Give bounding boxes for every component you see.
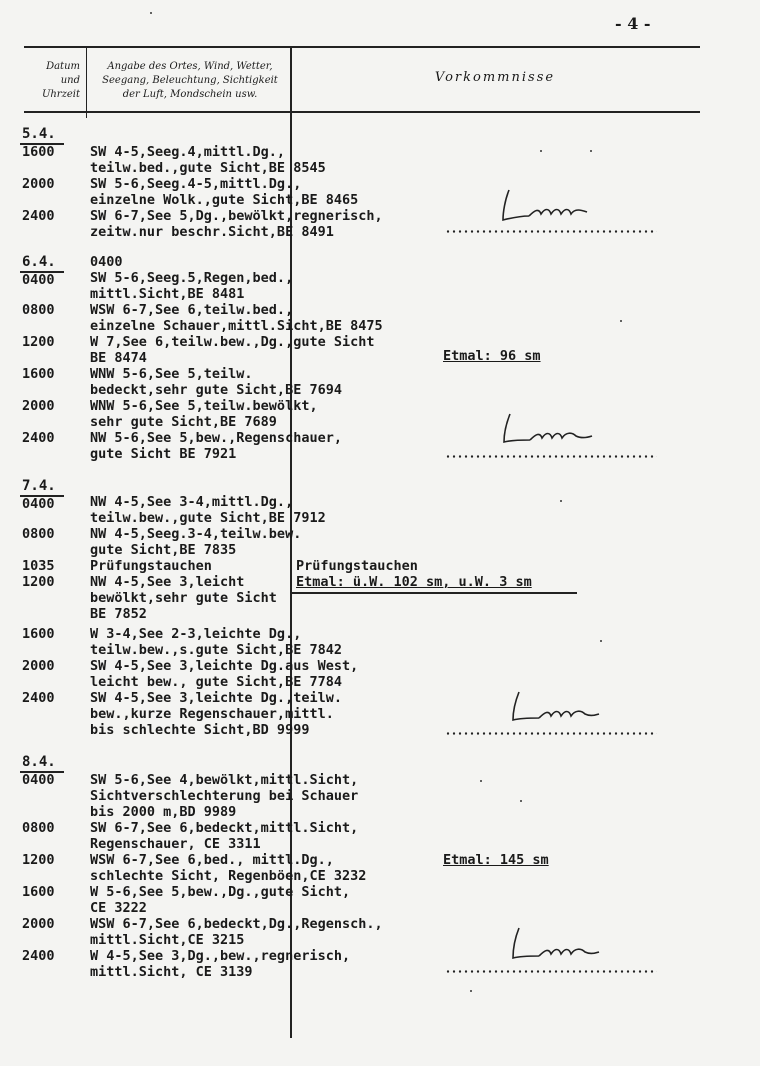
log-line: bewölkt,sehr gute Sicht bbox=[90, 590, 277, 606]
time-label: 1600 bbox=[22, 144, 55, 160]
signature-icon bbox=[498, 410, 598, 452]
log-line: schlechte Sicht, Regenböen,CE 3232 bbox=[90, 868, 367, 884]
time-label: 1200 bbox=[22, 574, 55, 590]
time-label: 2000 bbox=[22, 658, 55, 674]
time-label: 1600 bbox=[22, 366, 55, 382]
time-label: 2400 bbox=[22, 690, 55, 706]
scan-speck bbox=[540, 150, 542, 152]
log-line: SW 4-5,See 3,leichte Dg.,teilw. bbox=[90, 690, 342, 706]
log-line: sehr gute Sicht,BE 7689 bbox=[90, 414, 277, 430]
log-line: SW 6-7,See 5,Dg.,bewölkt,regnerisch, bbox=[90, 208, 383, 224]
time-label: 0800 bbox=[22, 820, 55, 836]
log-line: einzelne Wolk.,gute Sicht,BE 8465 bbox=[90, 192, 359, 208]
time-label: 1600 bbox=[22, 884, 55, 900]
header-bottom-rule bbox=[24, 111, 700, 113]
signature-dotted-line bbox=[445, 455, 657, 458]
etmal-note: Etmal: 96 sm bbox=[443, 348, 541, 364]
time-label: 2000 bbox=[22, 398, 55, 414]
log-line: gute Sicht,BE 7835 bbox=[90, 542, 237, 558]
log-line: W 4-5,See 3,Dg.,bew.,regnerisch, bbox=[90, 948, 351, 964]
time-label: 1200 bbox=[22, 334, 55, 350]
log-line: WNW 5-6,See 5,teilw. bbox=[90, 366, 253, 382]
header-top-rule bbox=[24, 46, 700, 48]
time-label: 1035 bbox=[22, 558, 55, 574]
time-label: 2000 bbox=[22, 916, 55, 932]
log-line: WSW 6-7,See 6,bed., mittl.Dg., bbox=[90, 852, 334, 868]
log-line: W 7,See 6,teilw.bew.,Dg.,gute Sicht bbox=[90, 334, 375, 350]
time-label: 2400 bbox=[22, 430, 55, 446]
log-line: bew.,kurze Regenschauer,mittl. bbox=[90, 706, 334, 722]
log-line: NW 4-5,See 3,leicht bbox=[90, 574, 245, 590]
time-label: 0800 bbox=[22, 302, 55, 318]
date-label: 8.4. bbox=[22, 754, 56, 770]
log-line: mittl.Sicht, CE 3139 bbox=[90, 964, 253, 980]
time-label: 1600 bbox=[22, 626, 55, 642]
log-line: NW 4-5,Seeg.3-4,teilw.bew. bbox=[90, 526, 302, 542]
log-line: Sichtverschlechterung bei Schauer bbox=[90, 788, 359, 804]
signature-icon bbox=[495, 186, 595, 228]
date-label: 5.4. bbox=[22, 126, 56, 142]
scan-speck bbox=[600, 640, 602, 642]
log-line: WNW 5-6,See 5,teilw.bewölkt, bbox=[90, 398, 318, 414]
log-line: zeitw.nur beschr.Sicht,BE 8491 bbox=[90, 224, 334, 240]
signature-dotted-line bbox=[445, 732, 657, 735]
header-location-weather: Angabe des Ortes, Wind, Wetter, Seegang, Beleuchtung, Sichtigkeit der Luft, Mondschein usw. bbox=[102, 61, 278, 100]
log-line: 0400 bbox=[90, 254, 123, 270]
log-line: SW 5-6,Seeg.4-5,mittl.Dg., bbox=[90, 176, 302, 192]
log-line: Prüfungstauchen bbox=[90, 558, 212, 574]
log-line: NW 5-6,See 5,bew.,Regenschauer, bbox=[90, 430, 342, 446]
signature-dotted-line bbox=[445, 230, 657, 233]
log-line: WSW 6-7,See 6,bedeckt,Dg.,Regensch., bbox=[90, 916, 383, 932]
log-line: Regenschauer, CE 3311 bbox=[90, 836, 261, 852]
time-label: 1200 bbox=[22, 852, 55, 868]
event-note: Prüfungstauchen bbox=[296, 558, 418, 574]
log-line: bis 2000 m,BD 9989 bbox=[90, 804, 237, 820]
log-line: SW 5-6,Seeg.5,Regen,bed., bbox=[90, 270, 294, 286]
signature-icon bbox=[505, 926, 605, 968]
log-line: gute Sicht BE 7921 bbox=[90, 446, 237, 462]
log-line: leicht bew., gute Sicht,BE 7784 bbox=[90, 674, 342, 690]
log-line: mittl.Sicht,BE 8481 bbox=[90, 286, 245, 302]
time-label: 0800 bbox=[22, 526, 55, 542]
scan-speck bbox=[480, 780, 482, 782]
log-line: bis schlechte Sicht,BD 9999 bbox=[90, 722, 310, 738]
scan-speck bbox=[520, 800, 522, 802]
header-events: Vorkommnisse bbox=[434, 70, 556, 85]
log-line: SW 6-7,See 6,bedeckt,mittl.Sicht, bbox=[90, 820, 359, 836]
signature-icon bbox=[505, 688, 605, 730]
time-label: 0400 bbox=[22, 772, 55, 788]
time-label: 0400 bbox=[22, 272, 55, 288]
log-line: W 3-4,See 2-3,leichte Dg., bbox=[90, 626, 302, 642]
log-line: BE 7852 bbox=[90, 606, 147, 622]
scan-speck bbox=[150, 12, 152, 14]
log-line: einzelne Schauer,mittl.Sicht,BE 8475 bbox=[90, 318, 383, 334]
log-line: teilw.bed.,gute Sicht,BE 8545 bbox=[90, 160, 326, 176]
scan-speck bbox=[590, 150, 592, 152]
log-line: SW 5-6,See 4,bewölkt,mittl.Sicht, bbox=[90, 772, 359, 788]
log-line: teilw.bew.,s.gute Sicht,BE 7842 bbox=[90, 642, 342, 658]
time-label: 2400 bbox=[22, 948, 55, 964]
scan-speck bbox=[560, 500, 562, 502]
etmal-underline bbox=[292, 592, 577, 594]
log-line: SW 4-5,See 3,leichte Dg.aus West, bbox=[90, 658, 359, 674]
log-line: teilw.bew.,gute Sicht,BE 7912 bbox=[90, 510, 326, 526]
log-line: WSW 6-7,See 6,teilw.bed., bbox=[90, 302, 294, 318]
log-line: W 5-6,See 5,bew.,Dg.,gute Sicht, bbox=[90, 884, 351, 900]
etmal-note: Etmal: 145 sm bbox=[443, 852, 549, 868]
date-label: 7.4. bbox=[22, 478, 56, 494]
log-line: bedeckt,sehr gute Sicht,BE 7694 bbox=[90, 382, 342, 398]
etmal-note: Etmal: ü.W. 102 sm, u.W. 3 sm bbox=[296, 574, 532, 590]
log-line: NW 4-5,See 3-4,mittl.Dg., bbox=[90, 494, 294, 510]
time-label: 2000 bbox=[22, 176, 55, 192]
log-line: mittl.Sicht,CE 3215 bbox=[90, 932, 245, 948]
header-date-time: Datum und Uhrzeit bbox=[41, 61, 80, 100]
column-divider-1 bbox=[86, 48, 87, 118]
time-label: 2400 bbox=[22, 208, 55, 224]
date-label: 6.4. bbox=[22, 254, 56, 270]
log-line: BE 8474 bbox=[90, 350, 147, 366]
signature-dotted-line bbox=[445, 970, 657, 973]
log-line: SW 4-5,Seeg.4,mittl.Dg., bbox=[90, 144, 286, 160]
page-number: - 4 - bbox=[615, 14, 651, 33]
time-label: 0400 bbox=[22, 496, 55, 512]
scan-speck bbox=[620, 320, 622, 322]
log-line: CE 3222 bbox=[90, 900, 147, 916]
scan-speck bbox=[470, 990, 472, 992]
